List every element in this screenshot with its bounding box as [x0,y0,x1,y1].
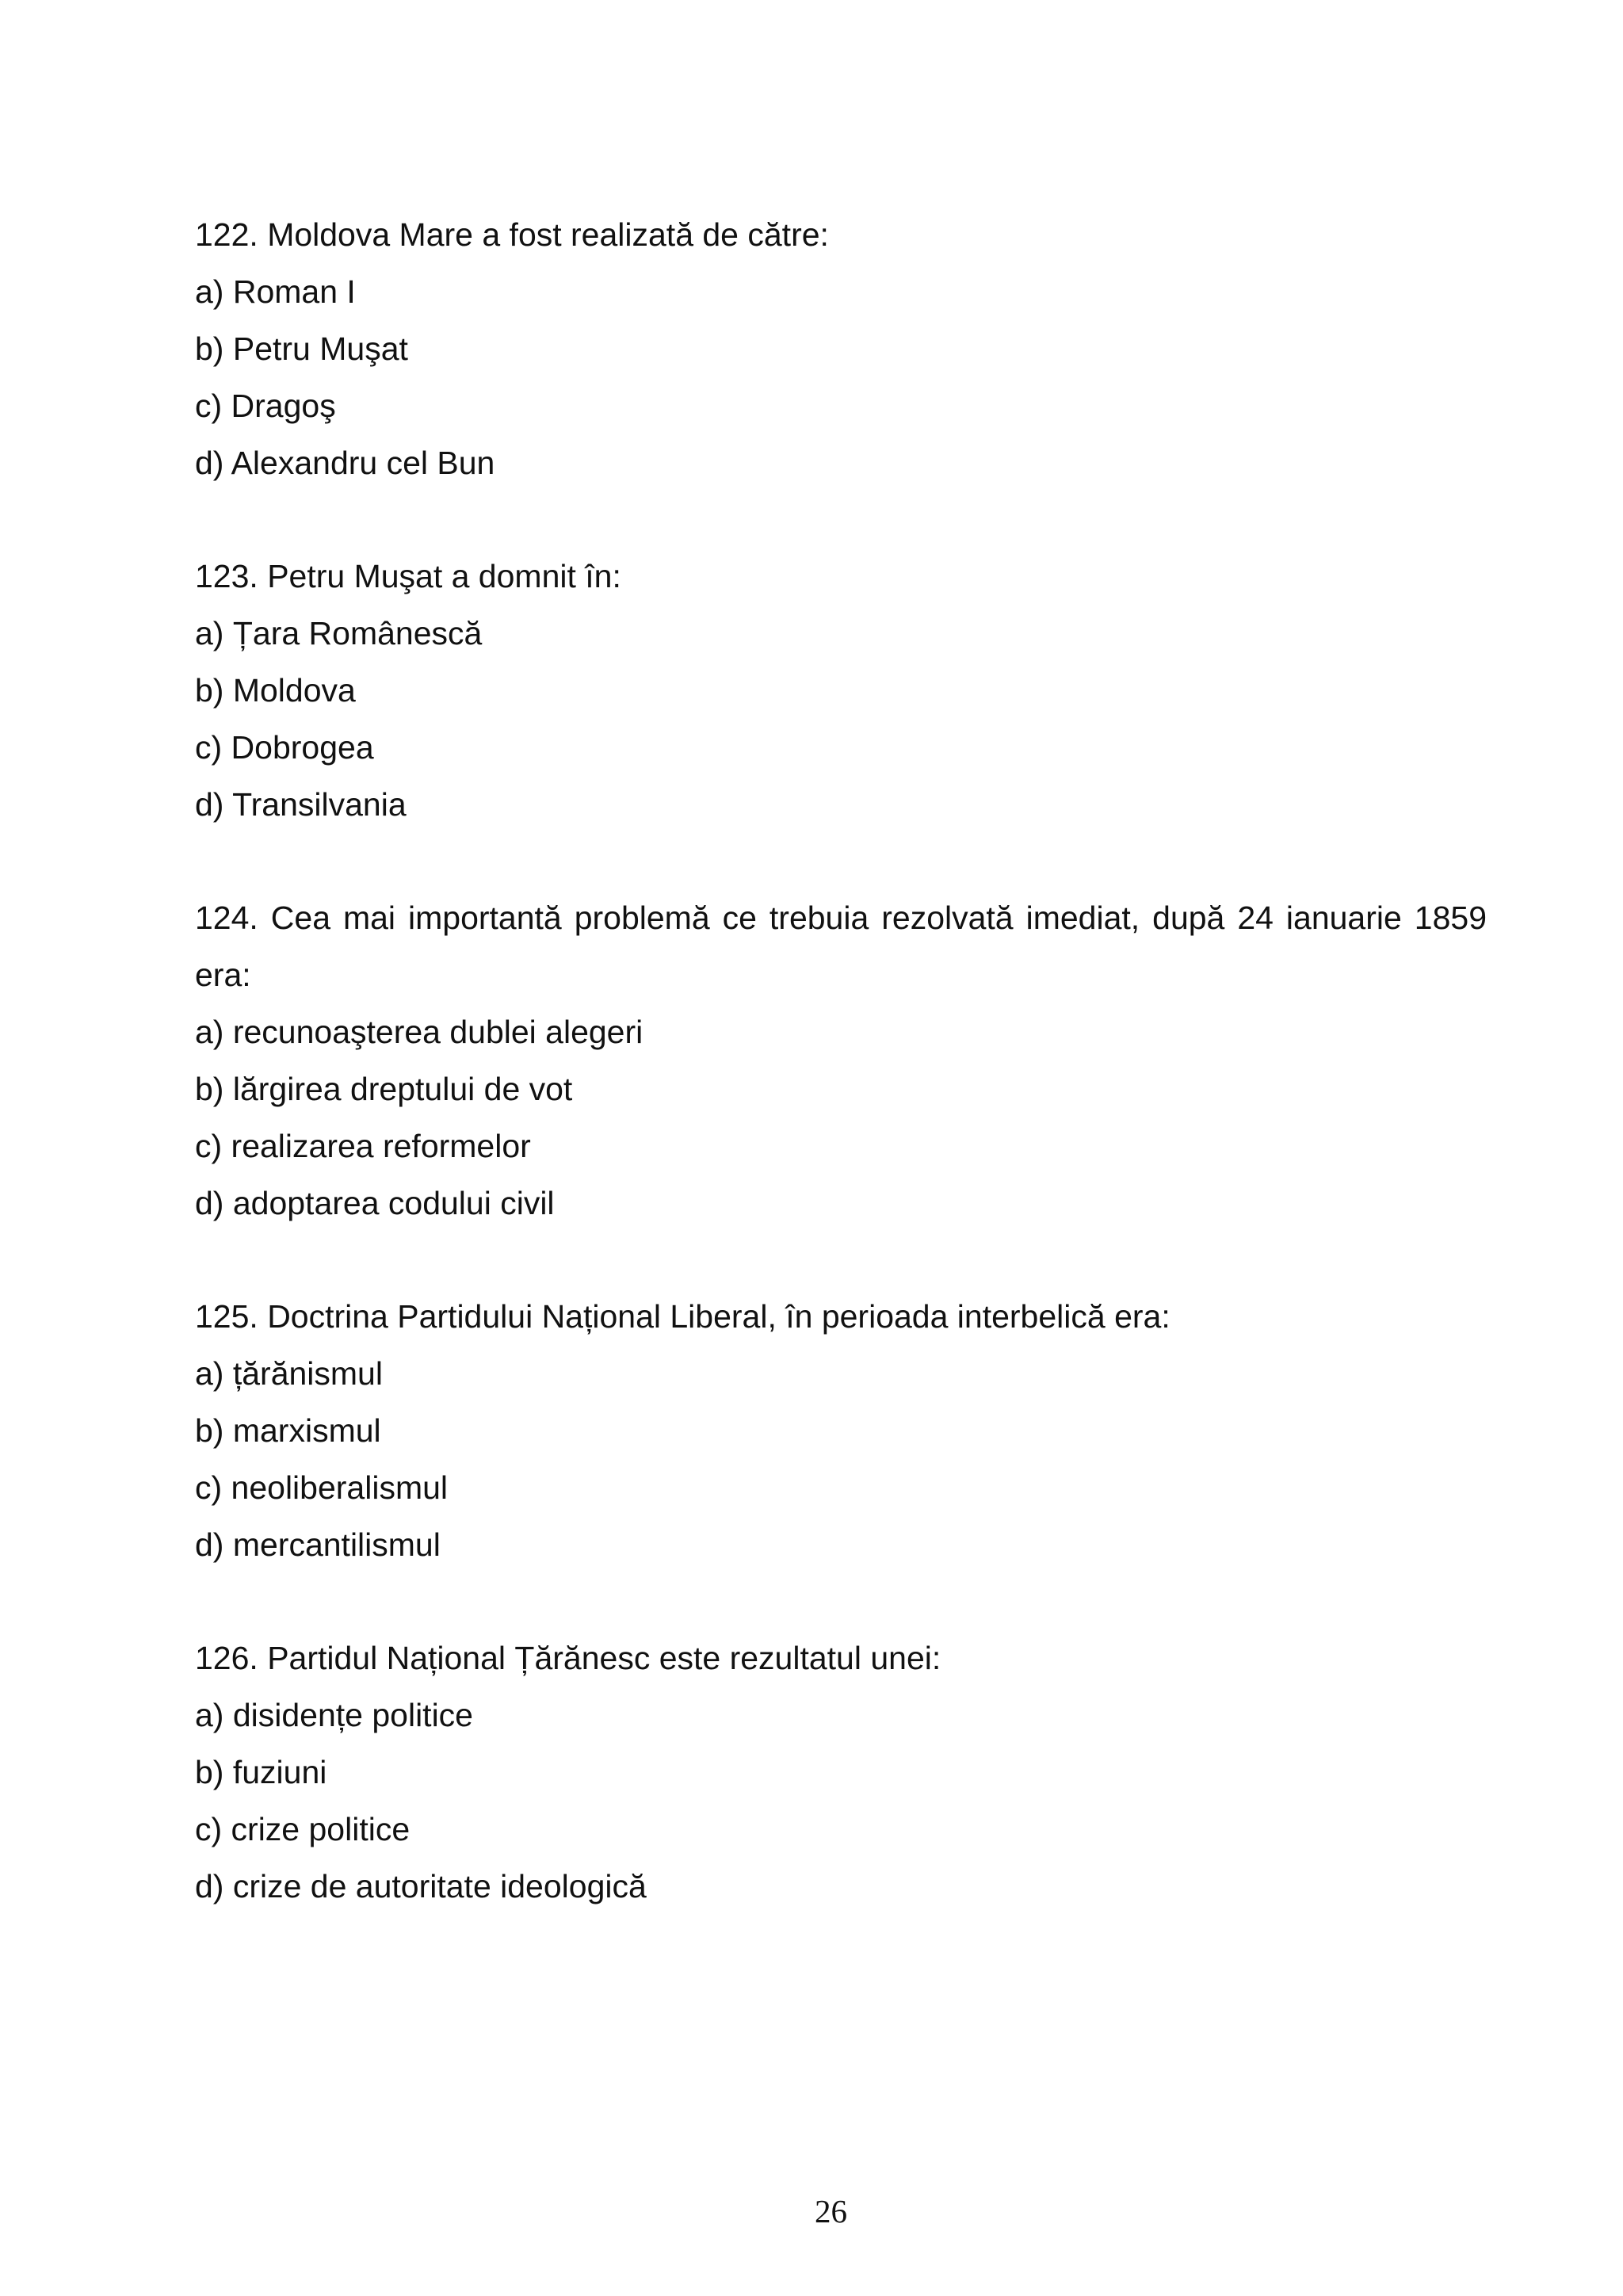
answer-option-c: c) realizarea reformelor [195,1128,531,1164]
answer-option-a: a) Țara Românescă [195,615,483,651]
question-stem: 123. Petru Muşat a domnit în: [195,558,621,594]
answer-option-b: b) fuziuni [195,1754,327,1790]
question-stem: 122. Moldova Mare a fost realizată de către: [195,216,829,253]
answer-option-a: a) recunoaşterea dublei alegeri [195,1014,643,1050]
answer-option-d: d) crize de autoritate ideologică [195,1868,647,1904]
answer-option-a: a) disidențe politice [195,1697,473,1733]
question-123 [195,548,1487,833]
answer-option-d: d) adoptarea codului civil [195,1185,555,1221]
page-number: 26 [815,2193,847,2229]
question-stem: 126. Partidul Național Țărănesc este rezultatul unei: [195,1640,941,1676]
answer-option-c: c) Dobrogea [195,729,374,766]
answer-option-c: c) crize politice [195,1811,411,1847]
answer-option-b: b) marxismul [195,1412,381,1449]
answer-option-b: b) Petru Muşat [195,330,408,367]
answer-option-d: d) Transilvania [195,786,407,823]
question-stem: 124. Cea mai importantă problemă ce trebuia rezolvată imediat, după 24 ianuarie 1859 era: [195,900,1487,993]
answer-option-c: c) neoliberalismul [195,1469,449,1506]
question-126 [195,1629,1487,1915]
question-124 [195,889,1487,1232]
question-125 [195,1288,1487,1573]
answer-option-a: a) țărănismul [195,1355,383,1392]
answer-option-c: c) Dragoş [195,388,336,424]
answer-option-d: d) Alexandru cel Bun [195,445,495,481]
question-122 [195,206,1487,491]
question-list [195,206,1487,1971]
answer-option-b: b) Moldova [195,672,356,709]
answer-option-a: a) Roman I [195,273,356,310]
question-stem: 125. Doctrina Partidului Național Liberal, în perioada interbelică era: [195,1298,1170,1335]
answer-option-d: d) mercantilismul [195,1526,441,1563]
answer-option-b: b) lărgirea dreptului de vot [195,1071,573,1107]
